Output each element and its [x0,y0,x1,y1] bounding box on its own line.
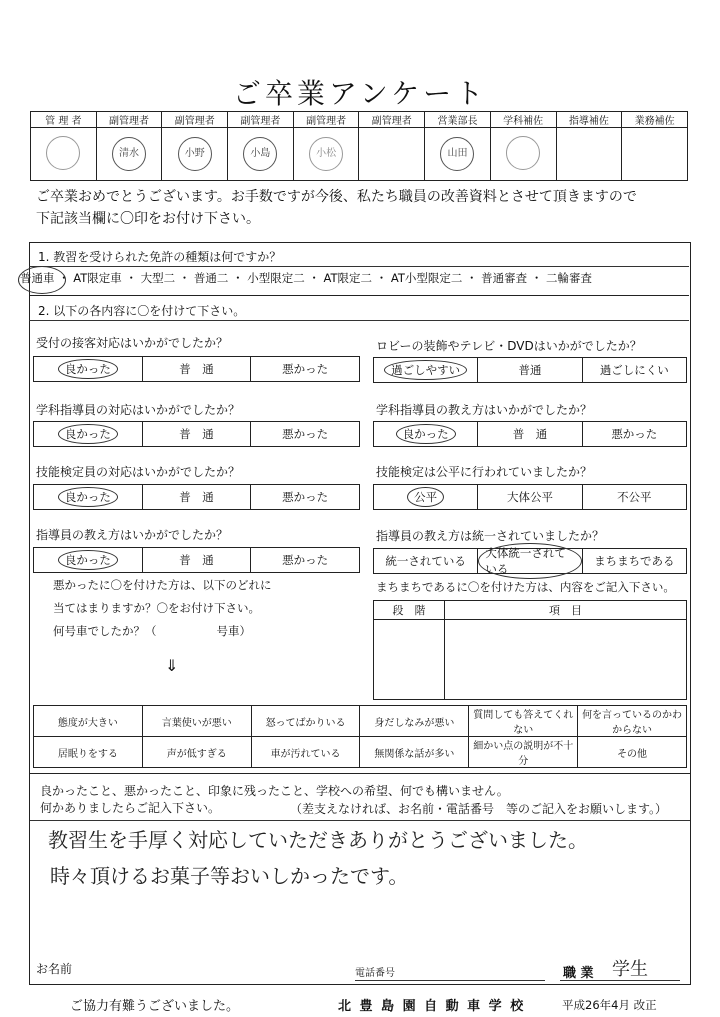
option-unified[interactable]: 統一されている [385,554,466,568]
option-row [33,421,360,447]
question-label: 指導員の教え方はいかがでしたか？ [36,528,229,542]
q2-title: 2. 以下の各内容に〇を付けて下さい。 [38,304,246,318]
reason-option[interactable]: 細かい点の説明が不十分 [469,737,578,768]
thanks-text: ご協力有難うございました。 [70,999,240,1014]
stamp-header: 副管理者 [162,112,228,128]
question-label: 技能検定員の対応はいかがでしたか？ [36,465,241,479]
option-good[interactable]: 良かった [396,424,456,444]
option-row [33,484,360,510]
option-uncomfortable[interactable]: 過ごしにくい [582,358,686,382]
option-fair[interactable]: 公平 [407,487,444,507]
reasons-table [33,705,687,768]
selected-circle-mark [18,266,66,294]
option-good[interactable]: 良かった [58,359,118,379]
stamp-header: 管 理 者 [31,112,97,128]
option-normal[interactable]: 普 通 [477,422,581,446]
seal-stamp-icon: 小松 [309,137,343,171]
option-row [373,484,687,510]
job-label: 職 業 [563,966,594,981]
inconsistent-note: まちまちであるに〇を付けた方は、内容をご記入下さい。 [376,580,675,594]
reason-option[interactable]: 身だしなみが悪い [360,706,469,737]
option-row [373,548,687,574]
col-stage: 段 階 [374,601,445,619]
reason-option[interactable]: 声が低すぎる [142,737,251,768]
bad-note: 悪かったに〇を付けた方は、以下のどれに 当てはまりますか？〇をお付け下さい。 何号車でしたか？（ 号車） [53,578,272,638]
question-label: 技能検定は公平に行われていましたか？ [376,465,593,479]
stamp-header: 学科補佐 [490,112,556,128]
option-row [373,357,687,383]
reason-option[interactable]: 何を言っているのかわからない [578,706,687,737]
down-arrow-icon: ⇓ [165,656,179,675]
reason-option[interactable]: 言葉使いが悪い [142,706,251,737]
stamp-header: 指導補佐 [556,112,622,128]
option-normal[interactable]: 普 通 [142,422,251,446]
job-value: 学生 [612,959,648,980]
stamp-header: 営業部長 [425,112,491,128]
option-normal[interactable]: 普 通 [142,485,251,509]
option-inconsistent[interactable]: まちまちである [582,549,686,573]
reason-option[interactable]: 怒ってばかりいる [251,706,360,737]
option-good[interactable]: 良かった [58,487,118,507]
option-bad[interactable]: 悪かった [582,422,686,446]
reason-option[interactable]: 無関係な話が多い [360,737,469,768]
option-row [373,421,687,447]
free-comment-note: （差支えなければ、お名前・電話番号 等のご記入をお願いします。） [290,802,668,816]
reason-option[interactable]: 質問しても答えてくれない [469,706,578,737]
revision-date: 平成26年4月 改正 [562,998,657,1012]
question-label: ロビーの装飾やテレビ・DVDはいかがでしたか？ [376,339,642,353]
reason-option[interactable]: 態度が大きい [34,706,143,737]
name-label: お名前 [36,962,73,976]
seal-stamp-icon [506,136,540,170]
license-types-text: 普通車 ・ AT限定車 ・ 大型二 ・ 普通二 ・ 小型限定二 ・ AT限定二 ・ AT小型限定二 ・ 普通審査 ・ 二輪審査 [20,271,592,285]
inconsistent-detail-table [373,600,687,700]
free-comment-instructions: 良かったこと、悪かったこと、印象に残ったこと、学校への希望、何でも構いません。 何かありましたらご記入下さい。 [40,784,509,815]
option-mostly-unified[interactable]: 大体統一されている [478,543,581,579]
reason-option[interactable]: 車が汚れている [251,737,360,768]
option-bad[interactable]: 悪かった [250,548,359,572]
seal-stamp-icon: 小野 [178,137,212,171]
reason-option[interactable]: その他 [578,737,687,768]
comment-answer-area[interactable] [30,822,682,954]
option-normal[interactable]: 普通 [477,358,581,382]
question-label: 指導員の教え方は統一されていましたか？ [376,529,605,543]
handwritten-answer-line1: 教習生を手厚く対応していただきありがとうございました。 [48,828,588,852]
stamp-header: 副管理者 [293,112,359,128]
stamp-header: 業務補佐 [622,112,688,128]
seal-stamp-icon [46,136,80,170]
seal-stamp-icon: 清水 [112,137,146,171]
approval-stamp-table [30,111,688,181]
option-normal[interactable]: 普 通 [142,357,251,381]
stamp-header: 副管理者 [228,112,294,128]
handwritten-answer-line2: 時々頂けるお菓子等おいしかったです。 [50,864,409,888]
option-unfair[interactable]: 不公平 [582,485,686,509]
stamp-header: 副管理者 [96,112,162,128]
option-comfortable[interactable]: 過ごしやすい [384,360,467,380]
option-good[interactable]: 良かった [58,424,118,444]
col-item: 項 目 [549,604,582,617]
phone-label: 電話番号 [355,968,395,979]
license-types [20,270,690,286]
q1-title: 1. 教習を受けられた免許の種類は何ですか？ [38,250,282,264]
option-row [33,356,360,382]
reason-option[interactable]: 居眠りをする [34,737,143,768]
seal-stamp-icon: 山田 [440,137,474,171]
option-mostly-fair[interactable]: 大体公平 [477,485,581,509]
form-title: ご卒業アンケート [232,77,488,110]
option-good[interactable]: 良かった [58,550,118,570]
option-bad[interactable]: 悪かった [250,357,359,381]
option-bad[interactable]: 悪かった [250,485,359,509]
seal-stamp-icon: 小島 [243,137,277,171]
school-name: 北 豊 島 園 自 動 車 学 校 [338,999,526,1014]
question-label: 受付の接客対応はいかがでしたか？ [36,336,229,350]
intro-text: ご卒業おめでとうございます。お手数ですが今後、私たち職員の改善資料とさせて頂きますので 下記該当欄に〇印をお付け下さい。 [36,189,637,227]
option-row [33,547,360,573]
option-bad[interactable]: 悪かった [250,422,359,446]
option-normal[interactable]: 普 通 [142,548,251,572]
stamp-header: 副管理者 [359,112,425,128]
question-label: 学科指導員の対応はいかがでしたか？ [36,403,241,417]
question-label: 学科指導員の教え方はいかがでしたか？ [376,403,593,417]
